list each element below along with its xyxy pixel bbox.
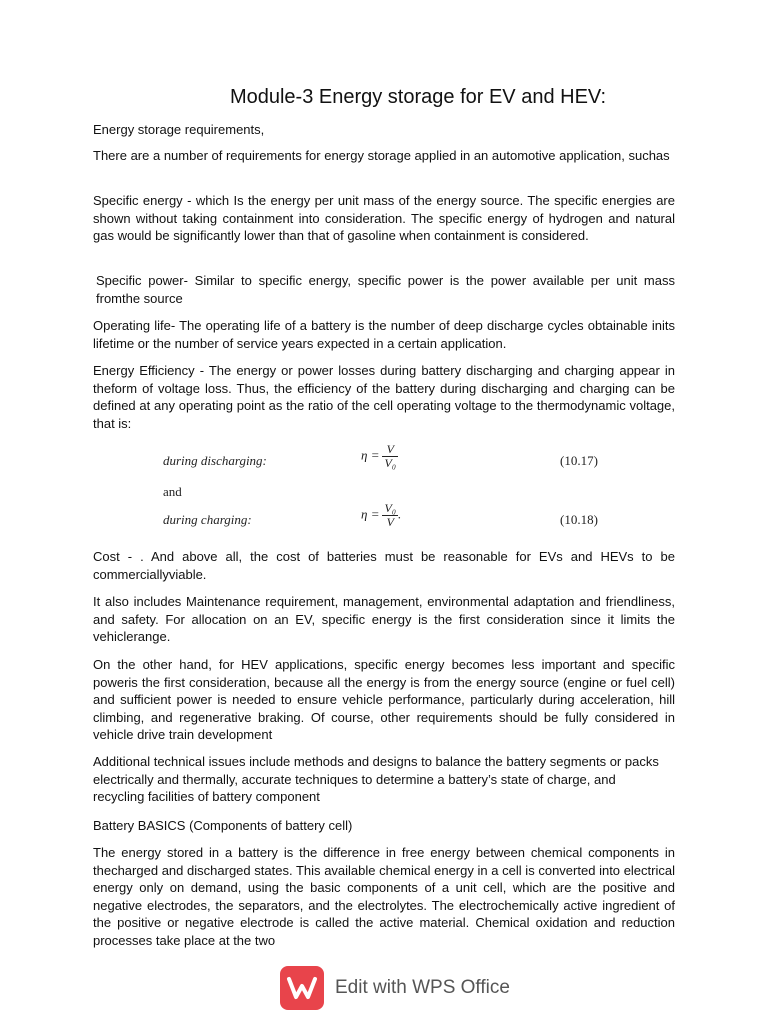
cost-label: Cost - . <box>93 549 144 564</box>
specific-energy-text: which Is the energy per unit mass of the energy source. The specific energies are shown without taking containment into consideration. The specific energy of hydrogen and natural gas would be significantly lower than that of gasoline when containment is considered. <box>93 193 675 244</box>
energy-efficiency-label: Energy Efficiency - <box>93 363 205 378</box>
operating-life-label: Operating life- <box>93 318 176 333</box>
specific-power-text: Similar to specific energy, specific power is the power available per unit mass fromthe source <box>96 273 675 306</box>
wps-watermark <box>280 966 510 1010</box>
formula-denominator: V <box>386 515 394 529</box>
formula-numerator: V <box>382 443 398 457</box>
also-includes-paragraph: It also includes Maintenance requirement, management, environmental adaptation and friendliness, and safety. For allocation on an EV, specific energy is the first consideration since it limits the vehiclerange. <box>93 594 675 645</box>
specific-power-label: Specific power- <box>96 273 188 288</box>
cost-paragraph <box>93 548 675 583</box>
formula-equation-number: (10.17) <box>560 453 598 468</box>
wps-logo-icon <box>280 966 324 1010</box>
energy-efficiency-text: The energy or power losses during battery discharging and charging appear in theform of voltage loss. Thus, the efficiency of the battery during discharging and charging can be defined at any operating point as the ratio of the cell operating voltage to the thermodynamic voltage, that is: <box>93 363 676 431</box>
wps-watermark-text: Edit with WPS Office <box>335 977 510 998</box>
hev-paragraph: On the other hand, for HEV applications, specific energy becomes less important and specific poweris the first consideration, because all the energy is from the energy source (engine or fuel cell) and sufficient power is needed to ensure vehicle performance, particularly during acceleration, hill climbing, and regenerative braking. Of course, other requirements should be fully considered in vehicle drive train development <box>93 657 675 743</box>
formula-fraction <box>382 443 398 470</box>
formula-lhs: η = <box>361 447 380 463</box>
formula-condition: during discharging: <box>163 453 267 468</box>
cost-text: And above all, the cost of batteries must be reasonable for EVs and HEVs to be commerciallyviable. <box>93 549 675 582</box>
formula-equation-number: (10.18) <box>560 512 598 527</box>
formula-expression <box>361 502 401 529</box>
formula-fraction <box>382 502 398 529</box>
formula-condition: during charging: <box>163 512 252 527</box>
specific-energy-label: Specific energy - <box>93 193 192 208</box>
specific-energy-paragraph <box>93 192 675 245</box>
subheading-requirements: Energy storage requirements, <box>93 122 265 137</box>
intro-paragraph: There are a number of requirements for energy storage applied in an automotive application, suchas <box>93 148 670 163</box>
formula-and-text: and <box>163 484 182 499</box>
formula-denominator: V₀ <box>384 456 396 470</box>
formula-period: . <box>398 506 402 522</box>
formula-numerator: V₀ <box>384 501 396 515</box>
subheading-basics: Battery BASICS (Components of battery cell) <box>93 818 353 833</box>
page-title: Module-3 Energy storage for EV and HEV: <box>229 86 607 108</box>
energy-efficiency-paragraph <box>93 362 675 432</box>
formula-lhs: η = <box>361 506 380 522</box>
additional-paragraph: Additional technical issues include methods and designs to balance the battery segments or packs electrically and thermally, accurate techniques to determine a battery’s state of charge, and recycling facilities of battery component <box>93 754 659 805</box>
formula-expression <box>361 443 398 470</box>
operating-life-text: The operating life of a battery is the number of deep discharge cycles obtainable inits lifetime or the number of service years expected in a certain application. <box>93 318 675 351</box>
efficiency-formula <box>163 442 613 529</box>
basics-paragraph: The energy stored in a battery is the difference in free energy between chemical components in thecharged and discharged states. This available chemical energy in a cell is converted into electrical energy only on demand, using the basic components of a unit cell, which are the positive and negative electrodes, the separators, and the electrolytes. The electrochemically active ingredient of the positive or negative electrode is called the active material. Chemical oxidation and reduction processes take place at the two <box>93 845 675 948</box>
operating-life-paragraph <box>93 317 675 352</box>
specific-power-paragraph <box>96 272 675 307</box>
